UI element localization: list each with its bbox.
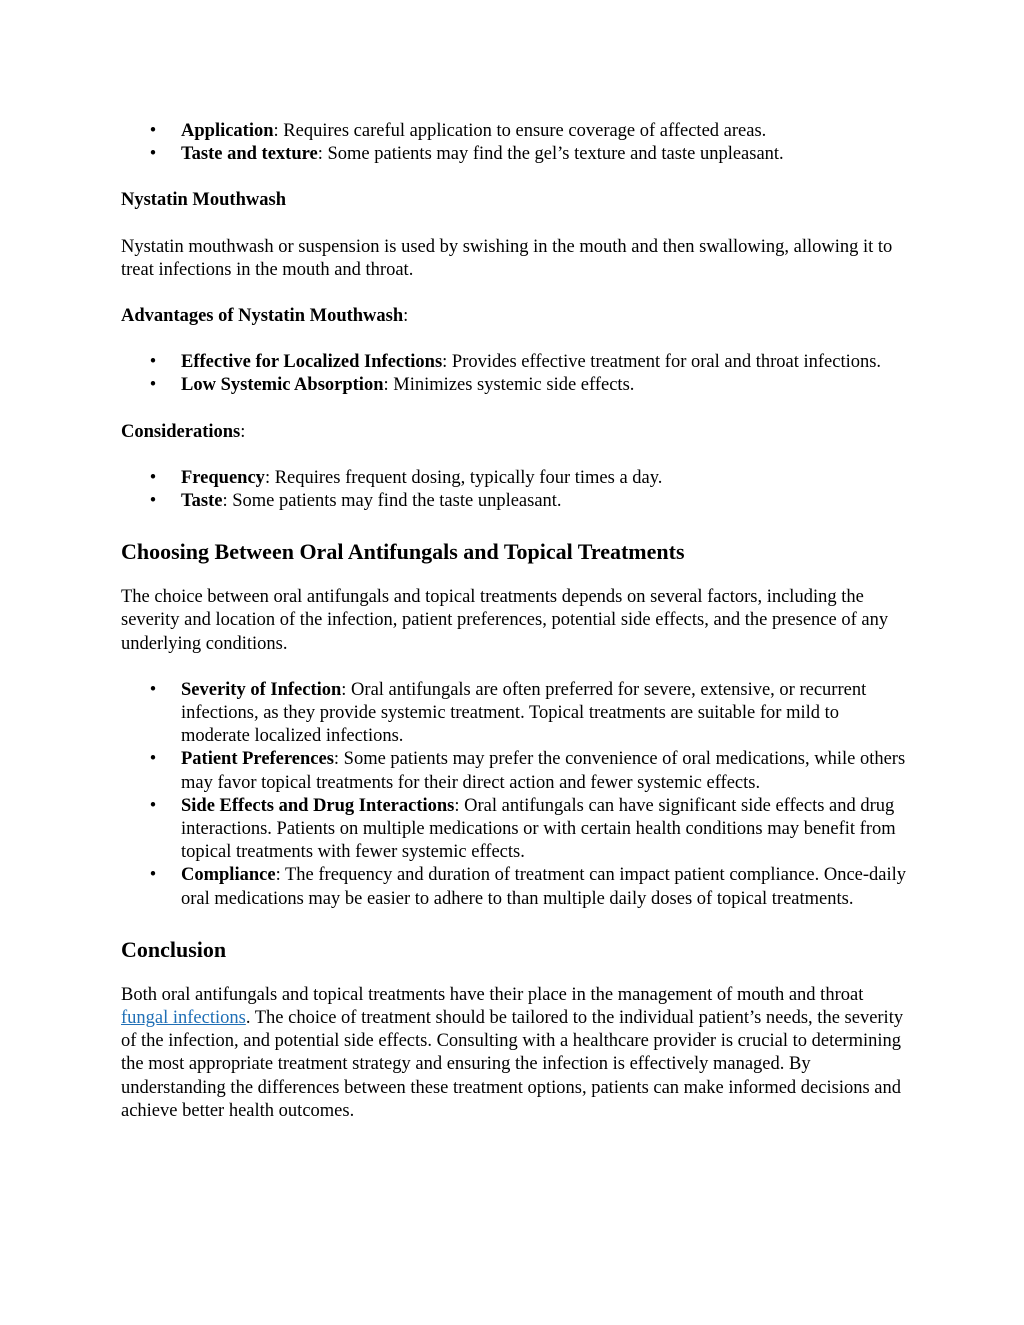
item-text: : Requires careful application to ensure coverage of affected areas. <box>273 121 767 141</box>
item-label: Effective for Localized Infections <box>181 352 443 373</box>
item-text: : Some patients may find the taste unpleasant. <box>222 491 562 512</box>
item-label: Low Systemic Absorption <box>181 375 384 396</box>
bullet-icon: • <box>149 795 157 816</box>
nystatin-intro: Nystatin mouthwash or suspension is used by swishing in the mouth and then swallowing, allowing it to treat infections in the mouth and throat. <box>121 236 893 280</box>
bullet-icon: • <box>149 121 157 141</box>
conclusion-text-start: Both oral antifungals and topical treatments have their place in the management of mouth and throat <box>121 984 864 1005</box>
item-text: : Some patients may find the gel’s texture and taste unpleasant. <box>317 144 784 165</box>
item-text: : The frequency and duration of treatment can impact patient compliance. Once-daily oral medications may be easier to adhere to than multiple daily doses of topical treatments. <box>181 865 907 909</box>
item-text: : Provides effective treatment for oral and throat infections. <box>442 352 882 373</box>
item-label: Side Effects and Drug Interactions <box>181 795 455 816</box>
list-item <box>121 795 911 865</box>
item-label: Application <box>181 121 274 141</box>
choosing-intro: The choice between oral antifungals and topical treatments depends on several factors, including the severity and location of the infection, patient preferences, potential side effects, and the presence of any underlying conditions. <box>121 587 889 654</box>
advantages-heading <box>121 305 911 328</box>
item-label: Patient Preferences <box>181 749 334 770</box>
item-text: : Some patients may prefer the convenience of oral medications, while others may favor topical treatments for their direct action and fewer systemic effects. <box>181 749 906 793</box>
bullet-icon: • <box>149 375 157 396</box>
considerations-heading <box>121 421 911 444</box>
list-item <box>121 143 911 166</box>
list-item <box>121 679 911 749</box>
item-label: Frequency <box>181 467 265 488</box>
bullet-icon: • <box>149 352 157 373</box>
list-item <box>121 748 911 794</box>
considerations-heading-colon: : <box>240 421 246 442</box>
list-item <box>121 490 911 513</box>
choosing-heading: Choosing Between Oral Antifungals and Topical Treatments <box>121 539 685 565</box>
bullet-icon: • <box>149 491 157 512</box>
considerations-heading-text: Considerations <box>121 421 241 442</box>
list-item <box>121 864 911 910</box>
bullet-icon: • <box>149 144 157 165</box>
choosing-factors-list <box>121 679 911 911</box>
item-text: : Oral antifungals are often preferred for severe, extensive, or recurrent infections, as they provide systemic treatment. Topical treatments are suitable for mild to moderate localized infections. <box>181 679 867 747</box>
gel-considerations-list <box>121 120 911 166</box>
item-text: : Minimizes systemic side effects. <box>383 375 635 396</box>
conclusion-text-end: . The choice of treatment should be tailored to the individual patient’s needs, the severity of the infection, and potential side effects. Consulting with a healthcare provider is crucial to determining the most appropriate treatment strategy and ensuring the infection is effectively managed. By understanding the differences between these treatment options, patients can make informed decisions and achieve better health outcomes. <box>121 1008 904 1121</box>
list-item <box>121 374 911 397</box>
item-label: Taste and texture <box>181 144 318 165</box>
conclusion-paragraph <box>121 984 911 1123</box>
list-item <box>121 351 911 374</box>
bullet-icon: • <box>149 749 157 770</box>
advantages-heading-colon: : <box>403 306 409 327</box>
item-text: : Requires frequent dosing, typically four times a day. <box>264 467 663 488</box>
nystatin-heading: Nystatin Mouthwash <box>121 190 286 211</box>
item-label: Severity of Infection <box>181 679 342 700</box>
list-item <box>121 467 911 490</box>
advantages-heading-text: Advantages of Nystatin Mouthwash <box>121 306 404 327</box>
list-item <box>121 120 911 143</box>
item-text: : Oral antifungals can have significant side effects and drug interactions. Patients on multiple medications or with certain health conditions may benefit from topical treatments with fewer systemic effects. <box>181 795 896 863</box>
advantages-list <box>121 351 911 397</box>
bullet-icon: • <box>149 679 157 700</box>
bullet-icon: • <box>149 865 157 886</box>
bullet-icon: • <box>149 467 157 488</box>
considerations-list <box>121 467 911 513</box>
item-label: Compliance <box>181 865 276 886</box>
item-label: Taste <box>181 491 223 512</box>
conclusion-heading: Conclusion <box>121 936 227 962</box>
fungal-infections-link[interactable]: fungal infections <box>121 1008 246 1029</box>
document-page <box>121 120 911 1123</box>
